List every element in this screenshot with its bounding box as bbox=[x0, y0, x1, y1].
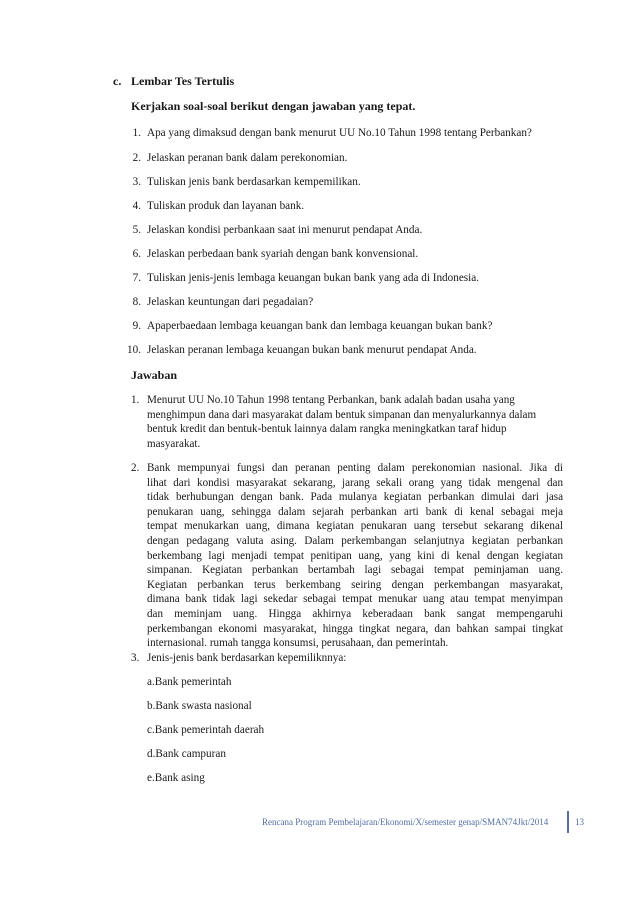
answer-line: Jenis-jenis bank berdasarkan kepemiliknnya: bbox=[147, 652, 347, 664]
instruction-text: Kerjakan soal-soal berikut dengan jawaban yang tepat. bbox=[131, 99, 416, 113]
section-title bbox=[113, 74, 234, 89]
question-item bbox=[132, 176, 361, 188]
answer-line: Kegiatan perbankan terus berkembang seiring dengan perkembangan masyarakat, bbox=[147, 578, 563, 591]
question-number: 7. bbox=[132, 272, 141, 284]
answer-line: dimana bank tidak lagi sekedar sebagai tempat menukar uang atau tempat menyimpan bbox=[147, 593, 563, 606]
question-item bbox=[132, 127, 532, 139]
bank-type-item: a.Bank pemerintah bbox=[147, 676, 232, 688]
answer-line: penukaran uang, sehingga dalam sejarah perbankan arti bank di kenal sebagai meja bbox=[147, 505, 563, 518]
bank-type-item: b.Bank swasta nasional bbox=[147, 700, 252, 712]
answer-number: 2. bbox=[131, 462, 140, 474]
question-text: Jelaskan perbedaan bank syariah dengan bank konvensional. bbox=[147, 248, 419, 260]
answer-line: lihat dari kondisi masyarakat sekarang, jarang sekali orang yang tidak mengenal dan bbox=[147, 476, 563, 489]
question-text: Tuliskan jenis bank berdasarkan kempemilikan. bbox=[147, 176, 361, 188]
question-number: 2. bbox=[132, 152, 141, 164]
answer-number: 3. bbox=[131, 652, 140, 664]
answer-line: dan meminjam uang. Hingga akhirnya keberadaan bank sangat mempengaruhi bbox=[147, 607, 563, 620]
answer-line: dengan pedagang valuta asing. Dalam perkembangan selanjutnya kegiatan perbankan bbox=[147, 534, 563, 547]
question-text: Jelaskan keuntungan dari pegadaian? bbox=[147, 296, 314, 308]
answer-line: masyarakat. bbox=[147, 437, 201, 450]
bank-type-item: d.Bank campuran bbox=[147, 748, 226, 760]
page-number: 13 bbox=[575, 817, 584, 827]
answer-item bbox=[131, 393, 563, 451]
question-number: 9. bbox=[132, 320, 141, 332]
answer-line: perkembangan ekonomi masyarakat, hingga tingkat negara, dan bahkan sampai tingkat bbox=[147, 622, 563, 635]
question-number: 1. bbox=[132, 127, 141, 139]
question-item bbox=[132, 296, 314, 308]
question-text: Apaperbaedaan lembaga keuangan bank dan lembaga keuangan bukan bank? bbox=[147, 320, 493, 332]
question-number: 10. bbox=[127, 344, 141, 356]
question-number: 3. bbox=[132, 176, 141, 188]
question-item bbox=[132, 224, 423, 236]
question-number: 8. bbox=[132, 296, 141, 308]
section-title-text: Lembar Tes Tertulis bbox=[131, 74, 235, 88]
question-text: Tuliskan jenis-jenis lembaga keuangan bukan bank yang ada di Indonesia. bbox=[147, 272, 480, 284]
section-marker: c. bbox=[113, 74, 122, 88]
footer-divider bbox=[567, 811, 569, 833]
question-item bbox=[132, 152, 348, 164]
answer-line: Bank mempunyai fungsi dan peranan penting dalam perekonomian nasional. Jika di bbox=[147, 462, 563, 474]
answer-line: internasional. rumah tangga konsumsi, perusahaan, dan pemerintah. bbox=[147, 637, 449, 650]
question-text: Tuliskan produk dan layanan bank. bbox=[147, 200, 305, 212]
jawaban-heading: Jawaban bbox=[131, 368, 178, 382]
bank-type-item: e.Bank asing bbox=[147, 772, 205, 784]
footer-text: Rencana Program Pembelajaran/Ekonomi/X/semester genap/SMAN74Jkt/2014 bbox=[262, 817, 549, 827]
question-item bbox=[132, 320, 493, 332]
answer-line: tempat menukarkan uang, dimana kegiatan penukaran uang tersebut sekarang dikenal bbox=[147, 520, 563, 533]
answer-line: bentuk kredit dan bentuk-bentuk lainnya dalam rangka meningkatkan taraf hidup bbox=[147, 423, 507, 436]
question-text: Jelaskan kondisi perbankaan saat ini menurut pendapat Anda. bbox=[147, 224, 423, 236]
question-item bbox=[132, 200, 305, 212]
answer-line: Menurut UU No.10 Tahun 1998 tentang Perbankan, bank adalah badan usaha yang bbox=[147, 394, 515, 406]
answer-item bbox=[131, 651, 563, 666]
answer-item bbox=[131, 461, 563, 651]
question-text: Jelaskan peranan bank dalam perekonomian. bbox=[147, 152, 348, 164]
answer-line: tidak berhubungan dengan bank. Pada mulanya kegiatan perbankan dimulai dari jasa bbox=[147, 491, 563, 504]
answer-number: 1. bbox=[131, 394, 140, 406]
question-text: Jelaskan peranan lembaga keuangan bukan bank menurut pendapat Anda. bbox=[147, 344, 477, 356]
question-number: 6. bbox=[132, 248, 141, 260]
bank-type-item: c.Bank pemerintah daerah bbox=[147, 724, 265, 736]
question-item bbox=[127, 344, 477, 356]
question-text: Apa yang dimaksud dengan bank menurut UU No.10 Tahun 1998 tentang Perbankan? bbox=[147, 127, 532, 139]
question-number: 4. bbox=[132, 200, 141, 212]
question-item bbox=[132, 272, 480, 284]
answer-line: berkembang lagi menjadi tempat penitipan uang, yang kini di kenal dengan kegiatan bbox=[147, 549, 563, 562]
answer-line: menghimpun dana dari masyarakat dalam bentuk simpanan dan menyalurkannya dalam bbox=[147, 408, 537, 421]
question-item bbox=[132, 248, 419, 260]
question-number: 5. bbox=[132, 224, 141, 236]
answer-line: simpanan. Kegiatan perbankan bertambah lagi sebagai tempat peminjaman uang. bbox=[147, 564, 563, 577]
